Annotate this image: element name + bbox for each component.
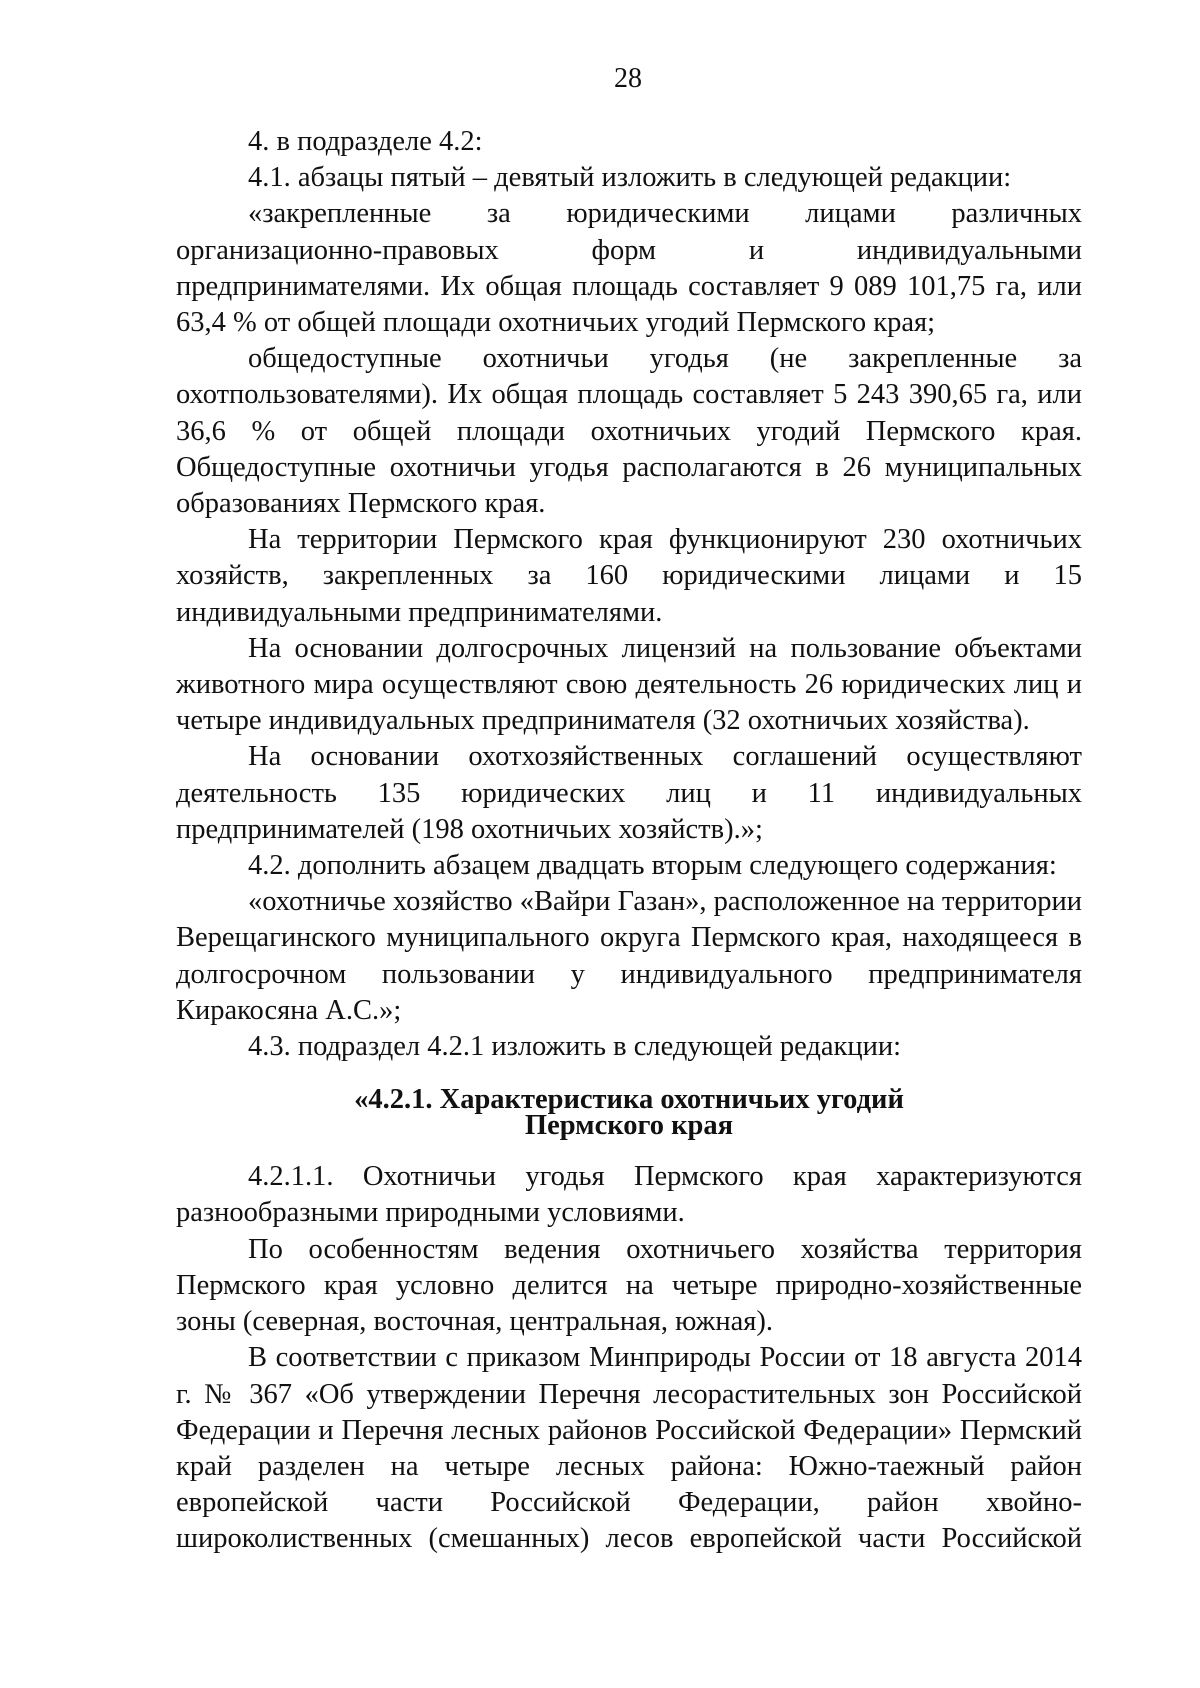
paragraph-zones: По особенностям ведения охотничьего хозяйства территория Пермского края условно делится на четыре природно-хозяйственные зоны (северная, восточная, центральная, южная).: [176, 1233, 1082, 1338]
paragraph-forest-districts: В соответствии с приказом Минприроды России от 18 августа 2014 г. № 367 «Об утверждении Перечня лесорастительных зон Российской Федерации и Перечня лесных районов Российской Федерации» Пермский край разделен на четыре лесных района: Южно-таежный район европейской части Российской Федерации, район хвойно-широколиственных (смешанных) лесов европейской части Российской: [176, 1342, 1082, 1555]
section-heading-line-1: «4.2.1. Характеристика охотничьих угодий: [354, 1084, 904, 1116]
page-number: 28: [614, 63, 642, 94]
paragraph-item-4-3: 4.3. подраздел 4.2.1 изложить в следующей редакции:: [248, 1031, 902, 1063]
paragraph-public-lands: общедоступные охотничьи угодья (не закрепленные за охотпользователями). Их общая площадь составляет 5 243 390,65 га, или 36,6 % от общей площади охотничьих угодий Пермского края. Общедоступные охотничьи угодья располагаются в 26 муниципальных образованиях Пермского края.: [176, 343, 1082, 520]
section-heading-line-2: Пермского края: [524, 1110, 734, 1142]
paragraph-licenses: На основании долгосрочных лицензий на пользование объектами животного мира осуществляют свою деятельность 26 юридических лиц и четыре индивидуальных предпринимателя (32 охотничьих хозяйства).: [176, 632, 1082, 737]
paragraph-hunting-farms: На территории Пермского края функционируют 230 охотничьих хозяйств, закрепленных за 160 юридическими лицами и 15 индивидуальными предпринимателями.: [176, 524, 1082, 628]
paragraph-vairi-gazan: «охотничье хозяйство «Вайри Газан», расположенное на территории Верещагинского муниципального округа Пермского края, находящееся в долгосрочном пользовании у индивидуального предпринимателя Киракосяна А.С.»;: [176, 886, 1082, 1026]
document-body: [176, 124, 1082, 1558]
paragraph-assigned-lands: «закрепленные за юридическими лицами различных организационно-правовых форм и индивидуальными предпринимателями. Их общая площадь составляет 9 089 101,75 га, или 63,4 % от общей площади охотничьих угодий Пермского края;: [176, 198, 1082, 339]
paragraph-subsection-intro: 4. в подразделе 4.2:: [248, 126, 483, 157]
paragraph-agreements: На основании охотхозяйственных соглашений осуществляют деятельность 135 юридических лиц и 11 индивидуальных предпринимателей (198 охотничьих хозяйств).»;: [176, 741, 1082, 845]
paragraph-4-2-1-1: 4.2.1.1. Охотничьи угодья Пермского края характеризуются разнообразными природными условиями.: [176, 1161, 1082, 1229]
paragraph-item-4-1: 4.1. абзацы пятый – девятый изложить в следующей редакции:: [248, 162, 1012, 194]
section-heading: [176, 1084, 1082, 1142]
paragraph-item-4-2: 4.2. дополнить абзацем двадцать вторым следующего содержания:: [248, 850, 1057, 882]
